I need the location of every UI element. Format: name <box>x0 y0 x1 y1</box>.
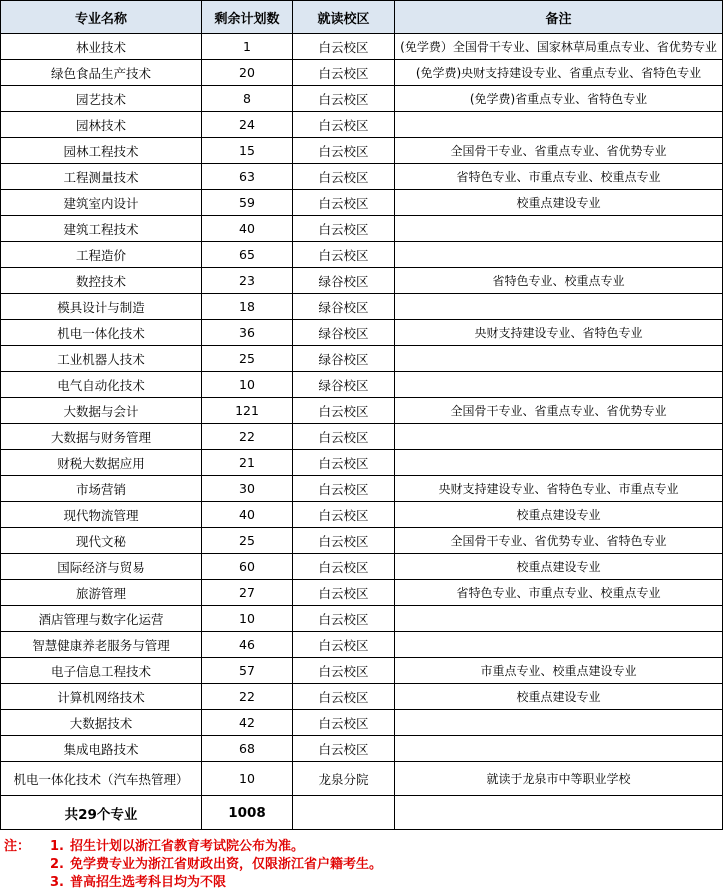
header-row <box>1 1 723 34</box>
campus-cell: 白云校区 <box>293 476 395 502</box>
remaining-cell: 68 <box>202 736 293 762</box>
remaining-cell: 25 <box>202 346 293 372</box>
campus-cell: 白云校区 <box>293 398 395 424</box>
table-row <box>1 138 723 164</box>
remaining-cell: 22 <box>202 684 293 710</box>
footnote-3 <box>4 874 382 892</box>
campus-cell: 白云校区 <box>293 450 395 476</box>
header-note: 备注 <box>395 1 723 34</box>
total-count: 1008 <box>202 796 293 830</box>
remaining-cell: 18 <box>202 294 293 320</box>
table-row <box>1 684 723 710</box>
note-cell: 校重点建设专业 <box>395 190 723 216</box>
major-cell: 园林技术 <box>1 112 202 138</box>
footnote-number: 1. <box>50 839 64 854</box>
remaining-cell: 57 <box>202 658 293 684</box>
major-cell: 智慧健康养老服务与管理 <box>1 632 202 658</box>
remaining-cell: 40 <box>202 502 293 528</box>
remaining-cell: 40 <box>202 216 293 242</box>
major-cell: 现代文秘 <box>1 528 202 554</box>
major-cell: 酒店管理与数字化运营 <box>1 606 202 632</box>
remaining-cell: 59 <box>202 190 293 216</box>
note-cell <box>395 294 723 320</box>
footnote-2 <box>4 856 382 874</box>
table-row <box>1 268 723 294</box>
table-row <box>1 554 723 580</box>
remaining-cell: 65 <box>202 242 293 268</box>
remaining-cell: 121 <box>202 398 293 424</box>
note-cell <box>395 372 723 398</box>
major-cell: 电气自动化技术 <box>1 372 202 398</box>
footnote-text: 招生计划以浙江省教育考试院公布为准。 <box>70 839 305 854</box>
table-row <box>1 424 723 450</box>
note-cell <box>395 424 723 450</box>
major-cell: 计算机网络技术 <box>1 684 202 710</box>
table-row <box>1 216 723 242</box>
note-cell <box>395 710 723 736</box>
campus-cell: 白云校区 <box>293 60 395 86</box>
remaining-cell: 24 <box>202 112 293 138</box>
table-row <box>1 580 723 606</box>
remaining-cell: 63 <box>202 164 293 190</box>
major-cell: 工程造价 <box>1 242 202 268</box>
header-remaining: 剩余计划数 <box>202 1 293 34</box>
major-cell: 园林工程技术 <box>1 138 202 164</box>
major-cell: 市场营销 <box>1 476 202 502</box>
major-cell: 财税大数据应用 <box>1 450 202 476</box>
note-cell: 市重点专业、校重点建设专业 <box>395 658 723 684</box>
major-cell: 工程测量技术 <box>1 164 202 190</box>
major-cell: 园艺技术 <box>1 86 202 112</box>
campus-cell: 绿谷校区 <box>293 294 395 320</box>
note-cell: 全国骨干专业、省重点专业、省优势专业 <box>395 138 723 164</box>
campus-cell: 白云校区 <box>293 242 395 268</box>
remaining-cell: 10 <box>202 762 293 796</box>
header-major: 专业名称 <box>1 1 202 34</box>
campus-cell: 白云校区 <box>293 736 395 762</box>
note-cell: 央财支持建设专业、省特色专业、市重点专业 <box>395 476 723 502</box>
note-cell <box>395 736 723 762</box>
table-row <box>1 762 723 796</box>
footnote-prefix: 注： <box>4 839 31 854</box>
campus-cell: 白云校区 <box>293 554 395 580</box>
campus-cell: 白云校区 <box>293 502 395 528</box>
note-cell: 校重点建设专业 <box>395 684 723 710</box>
table-row <box>1 502 723 528</box>
table-row <box>1 34 723 60</box>
remaining-cell: 10 <box>202 372 293 398</box>
table-row <box>1 60 723 86</box>
note-cell: 校重点建设专业 <box>395 502 723 528</box>
note-cell: (免学费）全国骨干专业、国家林草局重点专业、省优势专业 <box>395 34 723 60</box>
remaining-cell: 21 <box>202 450 293 476</box>
remaining-cell: 60 <box>202 554 293 580</box>
remaining-cell: 10 <box>202 606 293 632</box>
remaining-cell: 27 <box>202 580 293 606</box>
major-cell: 建筑工程技术 <box>1 216 202 242</box>
major-cell: 现代物流管理 <box>1 502 202 528</box>
note-cell: (免学费)央财支持建设专业、省重点专业、省特色专业 <box>395 60 723 86</box>
total-label: 共29个专业 <box>1 796 202 830</box>
table-row <box>1 632 723 658</box>
major-cell: 林业技术 <box>1 34 202 60</box>
note-cell: (免学费)省重点专业、省特色专业 <box>395 86 723 112</box>
remaining-cell: 30 <box>202 476 293 502</box>
major-cell: 机电一体化技术 <box>1 320 202 346</box>
header-campus: 就读校区 <box>293 1 395 34</box>
major-cell: 绿色食品生产技术 <box>1 60 202 86</box>
campus-cell: 白云校区 <box>293 216 395 242</box>
table-row <box>1 372 723 398</box>
major-cell: 集成电路技术 <box>1 736 202 762</box>
note-cell: 省特色专业、市重点专业、校重点专业 <box>395 164 723 190</box>
table-body <box>1 34 723 796</box>
note-cell: 全国骨干专业、省重点专业、省优势专业 <box>395 398 723 424</box>
total-empty-campus <box>293 796 395 830</box>
note-cell: 全国骨干专业、省优势专业、省特色专业 <box>395 528 723 554</box>
table-row <box>1 476 723 502</box>
note-cell <box>395 346 723 372</box>
campus-cell: 白云校区 <box>293 684 395 710</box>
remaining-cell: 23 <box>202 268 293 294</box>
table-row <box>1 450 723 476</box>
campus-cell: 白云校区 <box>293 710 395 736</box>
table-row <box>1 736 723 762</box>
remaining-cell: 1 <box>202 34 293 60</box>
footnote-number: 2. <box>50 857 64 872</box>
campus-cell: 白云校区 <box>293 658 395 684</box>
major-cell: 电子信息工程技术 <box>1 658 202 684</box>
table-row <box>1 164 723 190</box>
campus-cell: 绿谷校区 <box>293 320 395 346</box>
table-row <box>1 86 723 112</box>
table-row <box>1 320 723 346</box>
table-row <box>1 606 723 632</box>
major-cell: 数控技术 <box>1 268 202 294</box>
footnotes <box>4 838 382 892</box>
table-row <box>1 528 723 554</box>
remaining-cell: 25 <box>202 528 293 554</box>
campus-cell: 白云校区 <box>293 632 395 658</box>
table-row <box>1 710 723 736</box>
major-cell: 大数据技术 <box>1 710 202 736</box>
campus-cell: 龙泉分院 <box>293 762 395 796</box>
major-cell: 工业机器人技术 <box>1 346 202 372</box>
campus-cell: 白云校区 <box>293 86 395 112</box>
note-cell: 省特色专业、市重点专业、校重点专业 <box>395 580 723 606</box>
major-cell: 大数据与会计 <box>1 398 202 424</box>
campus-cell: 白云校区 <box>293 112 395 138</box>
footnote-number: 3. <box>50 875 64 890</box>
remaining-cell: 42 <box>202 710 293 736</box>
major-cell: 国际经济与贸易 <box>1 554 202 580</box>
remaining-cell: 15 <box>202 138 293 164</box>
table-row <box>1 294 723 320</box>
total-empty-note <box>395 796 723 830</box>
major-cell: 模具设计与制造 <box>1 294 202 320</box>
major-cell: 大数据与财务管理 <box>1 424 202 450</box>
table-row <box>1 346 723 372</box>
note-cell: 就读于龙泉市中等职业学校 <box>395 762 723 796</box>
campus-cell: 白云校区 <box>293 424 395 450</box>
table-row <box>1 242 723 268</box>
footnote-1 <box>4 838 382 856</box>
campus-cell: 绿谷校区 <box>293 372 395 398</box>
campus-cell: 白云校区 <box>293 580 395 606</box>
table-row <box>1 658 723 684</box>
remaining-cell: 46 <box>202 632 293 658</box>
table-row <box>1 398 723 424</box>
major-cell: 旅游管理 <box>1 580 202 606</box>
major-cell: 建筑室内设计 <box>1 190 202 216</box>
remaining-cell: 36 <box>202 320 293 346</box>
campus-cell: 白云校区 <box>293 138 395 164</box>
note-cell: 省特色专业、校重点专业 <box>395 268 723 294</box>
total-row <box>1 796 723 830</box>
footnote-text: 普高招生选考科目均为不限 <box>70 875 227 890</box>
remaining-cell: 8 <box>202 86 293 112</box>
remaining-cell: 22 <box>202 424 293 450</box>
table-row <box>1 190 723 216</box>
campus-cell: 白云校区 <box>293 606 395 632</box>
note-cell <box>395 242 723 268</box>
note-cell <box>395 216 723 242</box>
campus-cell: 白云校区 <box>293 528 395 554</box>
note-cell <box>395 606 723 632</box>
note-cell <box>395 112 723 138</box>
note-cell: 央财支持建设专业、省特色专业 <box>395 320 723 346</box>
campus-cell: 白云校区 <box>293 34 395 60</box>
note-cell: 校重点建设专业 <box>395 554 723 580</box>
campus-cell: 白云校区 <box>293 164 395 190</box>
footnote-text: 免学费专业为浙江省财政出资，仅限浙江省户籍考生。 <box>70 857 383 872</box>
note-cell <box>395 632 723 658</box>
remaining-cell: 20 <box>202 60 293 86</box>
campus-cell: 绿谷校区 <box>293 346 395 372</box>
campus-cell: 绿谷校区 <box>293 268 395 294</box>
note-cell <box>395 450 723 476</box>
major-cell: 机电一体化技术（汽车热管理） <box>1 762 202 796</box>
campus-cell: 白云校区 <box>293 190 395 216</box>
table-row <box>1 112 723 138</box>
